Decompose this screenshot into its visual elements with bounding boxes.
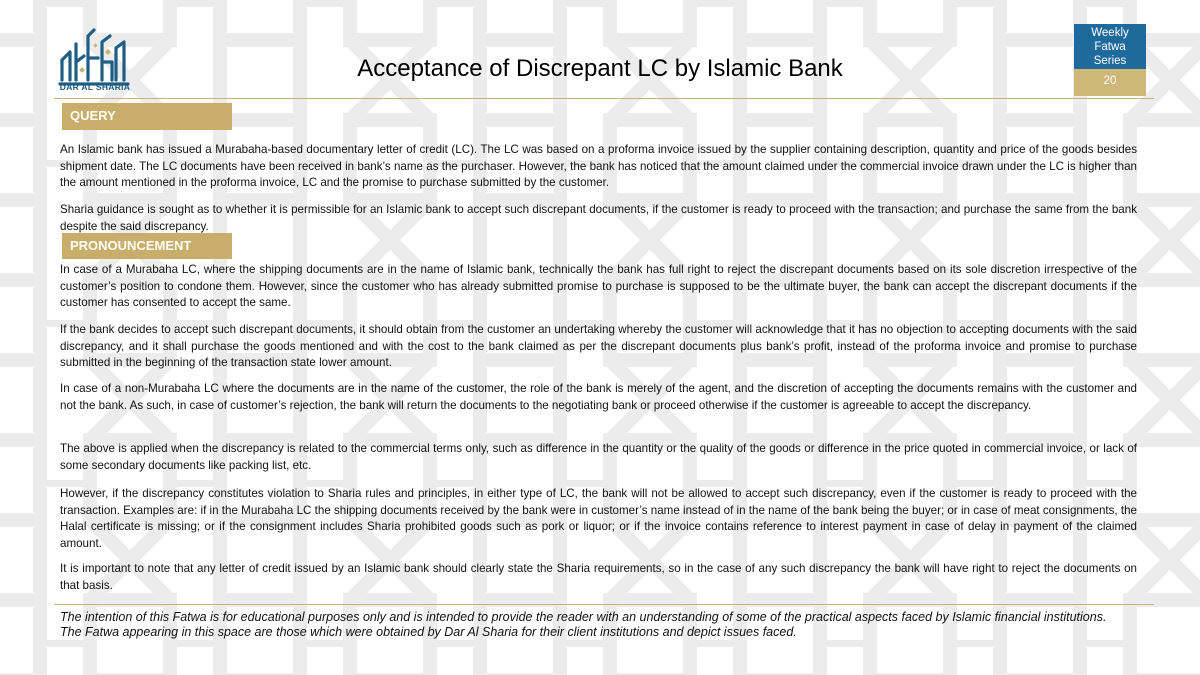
series-line-1: Weekly bbox=[1091, 27, 1129, 39]
disclaimer-text: The intention of this Fatwa is for educational purposes only and is intended to provide the reader with an understanding of some of the practical aspects faced by Islamic financial institutions. The Fatwa appearing in this space are those which were obtained by Dar Al Sharia for their client institutions and depict issues faced. bbox=[60, 610, 1107, 639]
logo-caption: DAR AL SHARIA bbox=[59, 82, 131, 92]
query-label: QUERY bbox=[62, 103, 232, 130]
pronouncement-paragraph-6: It is important to note that any letter of credit issued by an Islamic bank should clearly state the Sharia requirements, so in the case of any such discrepancy the bank will have right to reject the documents on that basis. bbox=[60, 562, 1137, 592]
series-badge bbox=[1074, 24, 1146, 69]
query-paragraph-1: An Islamic bank has issued a Murabaha-based documentary letter of credit (LC). The LC was based on a proforma invoice issued by the supplier containing description, quantity and price of the goods besides shipment date. The LC documents have been received in bank’s name as the purchaser. However, the bank has noticed that the amount claimed under the commercial invoice drawn under the LC is higher than the amount mentioned in the proforma invoice, LC and the promise to purchase submitted by the customer. bbox=[60, 143, 1137, 189]
pronouncement-paragraph-5: However, if the discrepancy constitutes violation to Sharia rules and principles, in either type of LC, the bank will not be allowed to accept such discrepancy, even if the customer is ready to proceed with the transaction. Examples are: if in the Murabaha LC the shipping documents received by the bank were in customer’s name instead of in the name of the bank being the buyer; or in case of meat consignments, the Halal certificate is missing; or if the consignment includes Sharia prohibited goods such as pork or liquor; or if the invoice contains reference to interest payment in case of delay in payment of the claimed amount. bbox=[60, 487, 1137, 550]
series-number: 20 bbox=[1074, 69, 1146, 96]
pronouncement-paragraph-4: The above is applied when the discrepancy is related to the commercial terms only, such as difference in the quantity or the quality of the goods or difference in the price quoted in commercial invoice, or lack of some secondary documents like packing list, etc. bbox=[60, 442, 1137, 472]
pronouncement-label: PRONOUNCEMENT bbox=[62, 233, 232, 259]
page-title: Acceptance of Discrepant LC by Islamic Bank bbox=[357, 55, 843, 82]
pronouncement-paragraph-3: In case of a non-Murabaha LC where the documents are in the name of the customer, the role of the bank is merely of the agent, and the discretion of accepting the documents remains with the customer and not the bank. As such, in case of customer’s rejection, the bank will return the documents to the negotiating bank or proceed otherwise if the customer is agreeable to accept the discrepancy. bbox=[60, 382, 1137, 412]
series-line-2: Fatwa bbox=[1094, 41, 1126, 53]
query-paragraph-2: Sharia guidance is sought as to whether it is permissible for an Islamic bank to accept such discrepant documents, if the customer is ready to proceed with the transaction; and purchase the same from the bank despite the said discrepancy. bbox=[60, 203, 1137, 233]
series-line-3: Series bbox=[1093, 55, 1127, 67]
pronouncement-paragraph-1: In case of a Murabaha LC, where the shipping documents are in the name of Islamic bank, technically the bank has full right to reject the discrepant documents based on its sole discretion irrespective of the customer’s position to condone them. However, since the customer who has already submitted promise to purchase is supposed to be the ultimate buyer, the bank can accept the discrepant documents if the customer has consented to accept the same. bbox=[60, 263, 1137, 309]
pronouncement-paragraph-2: If the bank decides to accept such discrepant documents, it should obtain from the customer an undertaking whereby the customer will acknowledge that it has no objection to accepting documents with the said discrepancy, and it shall purchase the goods mentioned and with the cost to the bank claimed as per the discrepant documents plus bank’s profit, instead of the proforma invoice and promise to purchase submitted in the beginning of the transaction state lower amount. bbox=[60, 323, 1137, 369]
footer-divider bbox=[54, 604, 1154, 605]
header-divider bbox=[54, 98, 1154, 99]
